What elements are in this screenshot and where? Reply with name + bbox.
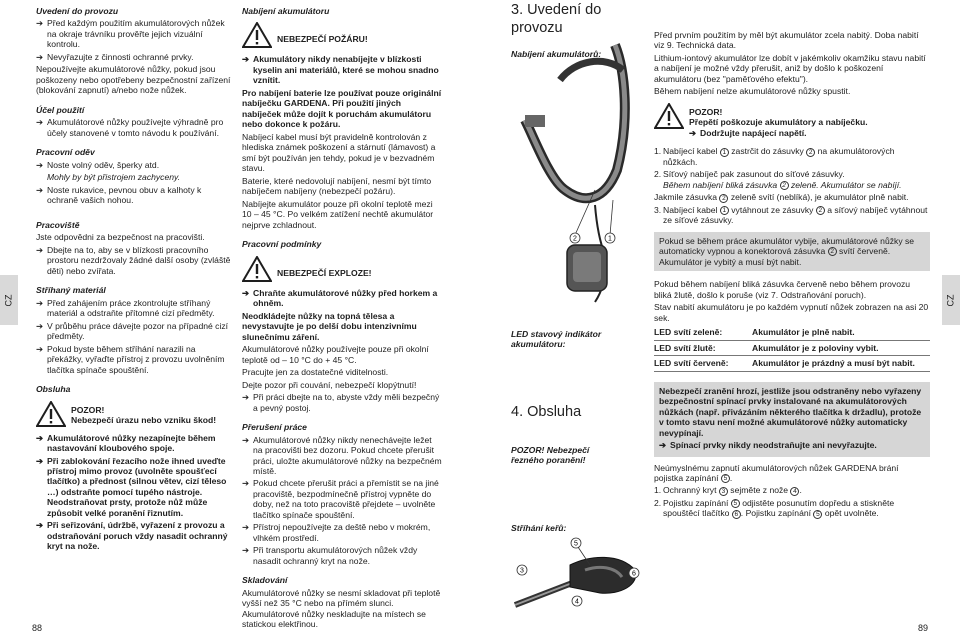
bullet-item: ➔ Před zahájením práce zkontrolujte stříhaný materiál a odstraňte přítomné cizí předměty.	[36, 297, 215, 319]
svg-text:5: 5	[574, 540, 578, 548]
led-state-meaning: Akumulátor je plně nabit.	[752, 325, 930, 340]
paragraph: Pro nabíjení baterie lze používat pouze originální nabíječku GARDENA. Při použití jiných nabíječek může dojít k poruchám akumulátoru nebo dokonce k požáru.	[242, 87, 442, 130]
paragraph: Jakmile zásuvka 2 zeleně svítí (neblíká), je akumulátor plně nabit.	[654, 192, 909, 203]
paragraph: Před prvním použitím by měl být akumulátor zcela nabitý. Doba nabití viz 9. Technická data.	[654, 30, 919, 51]
paragraph: Akumulátorové nůžky používejte pouze při okolní teplotě od – 10 °C do + 45 °C.	[242, 344, 429, 365]
numbered-step: 2. Pojistku zapínání 5 odjistěte posunutím dopředu a stiskněte spouštěcí tlačítko 6 . Pojistku zapínání 5 opět uvolněte.	[654, 497, 895, 519]
paragraph: Pokud během nabíjení bliká zásuvka červeně nebo během provozu bliká žlutě, došlo k poruše (viz 7. Odstraňování poruch).	[654, 279, 911, 300]
svg-text:1: 1	[608, 235, 612, 243]
section-heading: Pracovní podmínky	[242, 239, 322, 250]
svg-text:4: 4	[575, 598, 579, 606]
callout-6	[629, 568, 639, 578]
page-number-left: 88	[32, 623, 43, 633]
bullet-item: ➔ Spínací prvky nikdy neodstraňujte ani nevyřazujte.	[659, 440, 877, 451]
section-heading: Pracovní oděv	[36, 147, 95, 158]
shears-illustration	[510, 525, 650, 625]
warning-block	[242, 256, 442, 282]
callout-5	[571, 538, 581, 548]
figure-label: LED stavový indikátor akumulátoru:	[511, 329, 602, 350]
bullet-item: ➔ Přístroj nepoužívejte za deště nebo v mokrém, vlhkém prostředí.	[242, 522, 431, 543]
led-state-label: LED svítí zeleně:	[654, 325, 752, 340]
warning-block	[36, 401, 233, 427]
section-heading: Skladování	[242, 575, 288, 586]
warning-triangle-icon	[242, 256, 272, 282]
column-2	[242, 6, 442, 632]
bullet-item: ➔ Noste rukavice, pevnou obuv a kalhoty k ochraně vašich nohou.	[36, 184, 202, 206]
bullet-item: ➔ Při seřizování, údržbě, vyřazení z provozu a odstraňování poruch vždy nasadit ochranný kryt na nože.	[36, 520, 228, 552]
section-heading: Obsluha	[36, 384, 71, 395]
bullet-item: ➔ Nevyřazujte z činnosti ochranné prvky.	[36, 51, 194, 62]
led-status-row	[654, 340, 930, 355]
svg-text:6: 6	[632, 570, 636, 578]
callout-1	[605, 233, 615, 243]
paragraph: Nabíjejte akumulátor pouze při okolní teplotě mezi 10 – 45 °C. Po velkém zatížení nechtě akumulátor nejprve zchladnout.	[242, 198, 434, 230]
bullet-item: ➔ Akumulátorové nůžky nikdy nenechávejte ležet na pracovišti bez dozoru. Pokud chcete přerušit práci, uložte akumulátorové nůžky na bezpečném místě.	[242, 434, 442, 476]
paragraph: Akumulátorové nůžky se nesmí skladovat při teplotě vyšší než 35 °C nebo na přímém slunci. Akumulátorové nůžky neskladujte na místech se statickou elektřinou.	[242, 587, 441, 630]
bullet-item: ➔ Akumulátorové nůžky nezapínejte během nastavování kloubového spoje.	[36, 432, 216, 454]
section-heading: Pracoviště	[36, 219, 80, 230]
bullet-item: ➔ Pokud byste během stříhání narazili na překážky, vyřaďte přístroj z provozu uvolněním tlačítka spínače spouštění.	[36, 343, 225, 375]
figure-label: Nabíjení akumulátorů:	[511, 49, 602, 60]
paragraph: Neúmyslnému zapnutí akumulátorových nůžek GARDENA brání pojistka zapínání 5 .	[654, 462, 899, 483]
language-tab-left: CZ	[0, 275, 18, 325]
info-box: Pokud se během práce akumulátor vybije, akumulátorové nůžky se automaticky vypnou a konektorová zásuvka 2 svítí červeně. Akumulátor je vybitý a musí být nabit.	[654, 232, 930, 271]
bullet-item: ➔ Akumulátory nikdy nenabíjejte v blízkosti kyselin ani materiálů, které se mohou snadno vznítit.	[242, 54, 439, 86]
chapter-heading: 3. Uvedení do provozu	[511, 2, 602, 36]
led-state-label: LED svítí červeně:	[654, 356, 752, 371]
warning-triangle-icon	[242, 22, 272, 48]
warning-text: Přepětí poškozuje akumulátory a nabíječku.	[689, 117, 868, 128]
bullet-item: ➔ Noste volný oděv, šperky atd.	[36, 159, 160, 170]
bullet-item: ➔ Dbejte na to, aby se v blízkosti pracovního prostoru nezdržovaly žádné další osoby (zvláště děti) nebo zvířata.	[36, 244, 231, 276]
paragraph: Lithium-iontový akumulátor lze dobít v jakémkoliv okamžiku stavu nabití a nabíjení je možné vždy přerušit, aniž by došlo k poškození akumulátoru (bez "paměťového efektu").	[654, 52, 926, 84]
svg-text:2: 2	[573, 235, 577, 243]
paragraph: Dejte pozor při couvání, nebezpečí klopýtnutí!	[242, 379, 417, 390]
section-heading: Stříhaný materiál	[36, 285, 106, 296]
paragraph: Nabíjecí kabel musí být pravidelně kontrolován z hlediska známek poškození a stárnutí (lámavost) a smí být používán jen tehdy, pokud je v bezvadném stavu.	[242, 131, 436, 174]
warning-title: NEBEZPEČÍ POŽÁRU!	[277, 34, 368, 45]
paragraph: Baterie, které nedovolují nabíjení, nesmí být tímto nabíječem nabíjeny (nebezpečí požáru).	[242, 175, 432, 197]
bullet-item: ➔ Při transportu akumulátorových nůžek vždy nasadit ochranný kryt na nože.	[242, 545, 418, 566]
led-state-meaning: Akumulátor je prázdný a musí být nabit.	[752, 356, 930, 371]
numbered-step: 3. Nabíjecí kabel 1 vytáhnout ze zásuvky 2 a síťový nabíječ vytáhnout ze síťové zásuvky.	[654, 204, 928, 226]
bullet-item: ➔ Při práci dbejte na to, abyste vždy měli bezpečný a pevný postoj.	[242, 392, 440, 413]
bullet-item: ➔ Pokud chcete přerušit práci a přemístit se na jiné pracoviště, bezpodmínečně přístroj vypněte do doby, než na toto pracoviště přejdete – uvolněte tlačítko spínače spouštění.	[242, 478, 439, 520]
bullet-item: ➔ Akumulátorové nůžky používejte výhradně pro účely stanovené v tomto návodu k používání.	[36, 117, 224, 138]
warning-title: NEBEZPEČÍ EXPLOZE!	[277, 267, 372, 278]
warning-text: Nebezpečí úrazu nebo vzniku škod!	[71, 415, 217, 426]
numbered-step: 1. Nabíjecí kabel 1 zastrčit do zásuvky 2 na akumulátorových nůžkách.	[654, 146, 895, 167]
section-heading: Přerušení práce	[242, 422, 307, 433]
warning-title: POZOR!	[689, 106, 723, 117]
paragraph: Během nabíjení nelze akumulátorové nůžky spustit.	[654, 86, 851, 97]
led-status-row	[654, 356, 930, 371]
bullet-item: ➔ Před každým použitím akumulátorových nůžek na okraje trávníku prověřte jejich vizuální kontrolu.	[36, 18, 225, 50]
callout-2	[570, 233, 580, 243]
info-box: Nebezpečí zranění hrozí, jestliže jsou odstraněny nebo vyřazeny bezpečnostní spínací prvky instalované na akumulátorových nůžkách (např. přivázáním některého tlačítka k držadlu), protože v tomto stavu není možné akumulátorové nůžky automaticky nevypínají. ➔ Spínací prvky nikdy neodstraňujte ani nevyřazujte.	[654, 382, 930, 457]
paragraph: Pracujte jen za dostatečné viditelnosti.	[242, 367, 389, 378]
section-heading: Uvedení do provozu	[36, 6, 119, 16]
figure-label: Stříhání keřů:	[511, 523, 567, 533]
charging-illustration	[505, 40, 645, 315]
paragraph: Neodkládejte nůžky na topná tělesa a nevystavujte je po delší dobu intenzivnímu slunečnímu záření.	[242, 310, 417, 342]
warning-block	[242, 22, 442, 48]
paragraph: Nepoužívejte akumulátorové nůžky, pokud jsou poškozeny nebo opotřebeny bezpečnostní zařízení (blokování zapnutí) a/nebo nože nůžek.	[36, 64, 231, 96]
language-tab-right: CZ	[942, 275, 960, 325]
callout-3	[517, 565, 527, 575]
bullet-item: ➔ V průběhu práce dávejte pozor na případné cizí předměty.	[36, 320, 229, 342]
warning-triangle-icon	[654, 103, 684, 129]
chapter-heading: 4. Obsluha	[511, 404, 582, 420]
italic-note: Mohly by být přistrojem zachyceny.	[47, 172, 181, 183]
column-1	[36, 6, 233, 554]
led-state-meaning: Akumulátor je z poloviny vybit.	[752, 340, 930, 355]
led-state-label: LED svítí žlutě:	[654, 340, 752, 355]
column-4	[654, 30, 930, 521]
paragraph: Jste odpovědni za bezpečnost na pracovišti.	[36, 232, 205, 243]
bullet-item: ➔ Chraňte akumulátorové nůžky před horkem a ohněm.	[242, 287, 438, 309]
warning-triangle-icon	[36, 401, 66, 427]
section-heading: Účel použití	[36, 104, 85, 115]
led-status-table	[654, 325, 930, 371]
page-number-right: 89	[918, 623, 929, 633]
svg-text:3: 3	[520, 567, 524, 575]
numbered-step: 2. Síťový nabíječ pak zasunout do síťové zásuvky. Během nabíjení bliká zásuvka 2 zeleně. Akumulátor se nabíjí.	[654, 169, 902, 190]
warning-block	[654, 103, 930, 140]
figure-label: POZOR! Nebezpečí řezného poranění!	[511, 445, 590, 466]
numbered-step: 1. Ochranný kryt 3 sejměte z nože 4 .	[654, 485, 802, 496]
callout-4	[572, 596, 582, 606]
paragraph: Stav nabití akumulátoru je po každém vypnutí nůžek zobrazen na asi 20 sek.	[654, 302, 929, 323]
led-status-row	[654, 325, 930, 340]
bullet-item: ➔ Dodržujte napájecí napětí.	[689, 127, 807, 138]
warning-title: POZOR!	[71, 404, 105, 415]
bullet-item: ➔ Při zablokování řezacího nože ihned uveďte přístroj mimo provoz (uvolněte spoušťecí tlačítko) a přednost (silnou větev, cizí těleso …) odstraňte pomocí tupého nástroje. Neodstraňovat prsty, protože nůž může způsobit velké poranění řiznutím.	[36, 455, 227, 518]
section-heading: Nabíjení akumulátoru	[242, 6, 330, 16]
